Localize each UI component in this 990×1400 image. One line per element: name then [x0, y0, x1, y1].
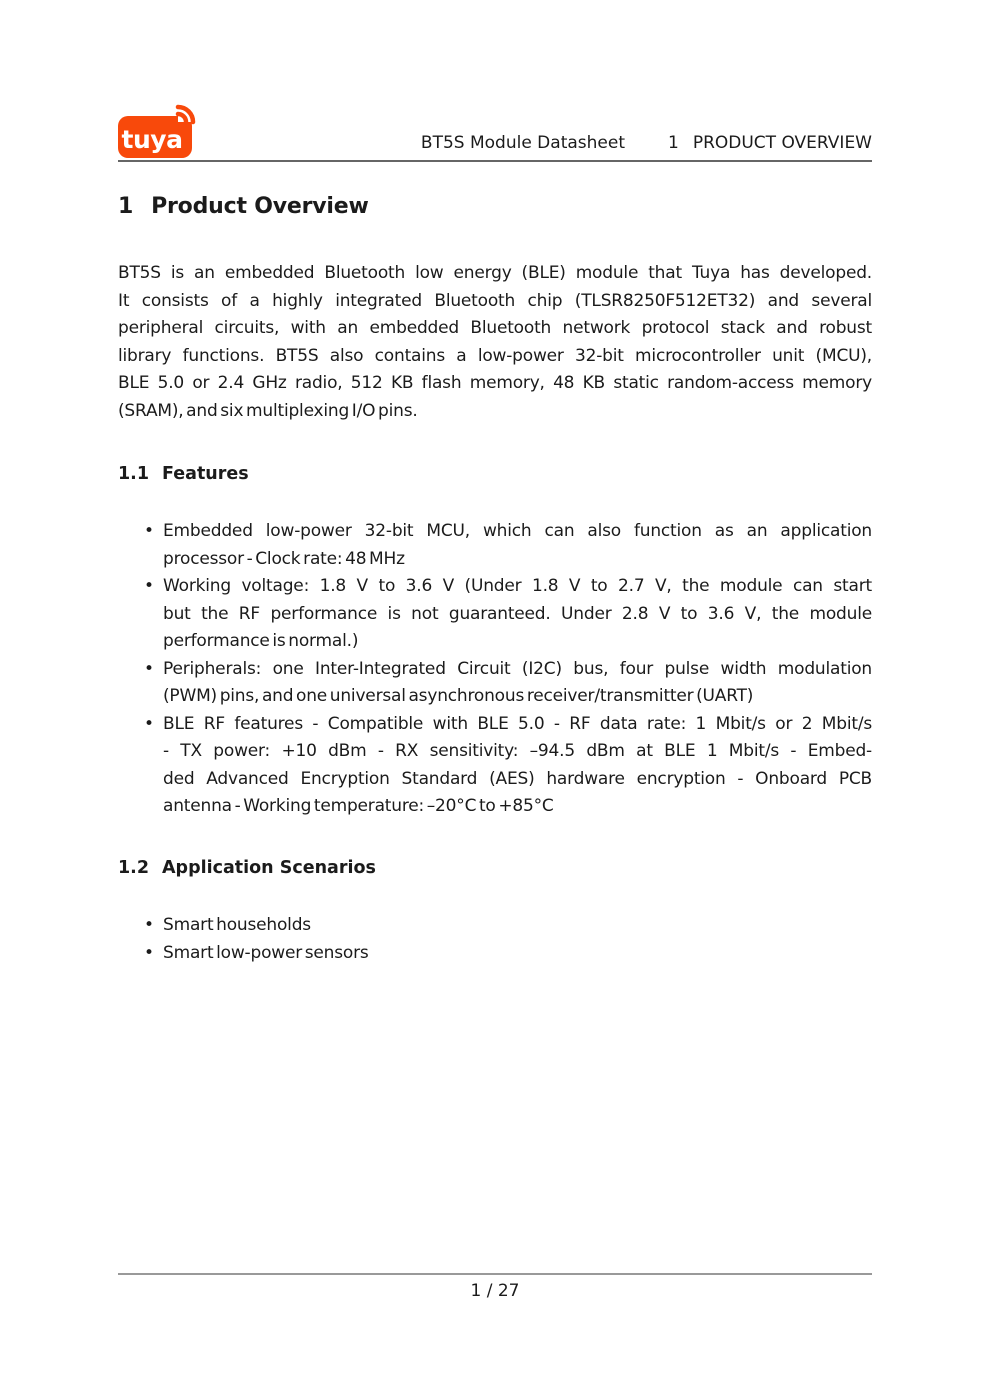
chapter-title: PRODUCT OVERVIEW: [692, 133, 872, 153]
bullet-icon: •: [144, 942, 154, 963]
bullet-icon: •: [144, 658, 154, 679]
text-line: ded Advanced Encryption Standard (AES) hardware encryption - Onboard PCB: [163, 768, 872, 789]
text-line: Working voltage: 1.8 V to 3.6 V (Under 1.8 V to 2.7 V, the module can start: [163, 576, 872, 596]
header-rule: [118, 160, 872, 162]
list-item: [118, 912, 872, 940]
page-title: [118, 194, 872, 219]
footer-rule: [118, 1273, 872, 1275]
text-line: Smart low-power sensors: [163, 942, 369, 963]
applications-list: [118, 912, 872, 967]
list-item: [118, 940, 872, 968]
logo-wordmark: tuya: [121, 125, 183, 154]
page-title-text: Product Overview: [151, 194, 369, 219]
bullet-icon: •: [144, 713, 154, 734]
section-heading-applications: [118, 858, 872, 878]
bullet-icon: •: [144, 576, 154, 596]
list-item-text: [163, 518, 872, 573]
text-line: processor - Clock rate: 48 MHz: [163, 548, 405, 569]
list-item: [118, 656, 872, 711]
doc-title: BT5S Module Datasheet: [420, 133, 625, 153]
text-line: - TX power: +10 dBm - RX sensitivity: –94.5 dBm at BLE 1 Mbit/s - Embed-: [163, 741, 872, 761]
text-line: library functions. BT5S also contains a low-power 32-bit microcontroller unit (MCU),: [118, 345, 872, 366]
text-line: It consists of a highly integrated Bluetooth chip (TLSR8250F512ET32) and several: [118, 290, 872, 311]
text-line: peripheral circuits, with an embedded Bluetooth network protocol stack and robust: [118, 318, 872, 338]
chapter-ref: [668, 133, 872, 153]
list-item-text: [163, 656, 872, 711]
running-header: [118, 133, 872, 153]
text-line: Smart households: [163, 915, 311, 935]
text-line: (SRAM), and six multiplexing I/O pins.: [118, 400, 418, 421]
list-item: [118, 573, 872, 656]
section-title: Application Scenarios: [162, 858, 376, 878]
text-line: Embedded low-power 32-bit MCU, which can also function as an application: [163, 521, 872, 541]
text-line: performance is normal.): [163, 631, 359, 651]
list-item-text: [163, 711, 872, 821]
list-item-text: [163, 573, 872, 656]
features-list: [118, 518, 872, 821]
list-item-text: [163, 912, 872, 940]
text-line: BLE RF features - Compatible with BLE 5.0 - RF data rate: 1 Mbit/s or 2 Mbit/s: [163, 713, 872, 734]
text-line: antenna - Working temperature: –20°C to +85°C: [163, 796, 554, 816]
list-item: [118, 518, 872, 573]
text-line: but the RF performance is not guaranteed. Under 2.8 V to 3.6 V, the module: [163, 603, 872, 624]
text-line: (PWM) pins, and one universal asynchronous receiver/transmitter (UART): [163, 686, 754, 706]
chapter-number: 1: [668, 133, 679, 153]
text-line: BLE 5.0 or 2.4 GHz radio, 512 KB flash memory, 48 KB static random-access memory: [118, 373, 872, 393]
section-title: Features: [162, 464, 249, 484]
page-number: 1 / 27: [470, 1281, 520, 1301]
section-number: 1.1: [118, 464, 150, 484]
text-line: Peripherals: one Inter-Integrated Circuit (I2C) bus, four pulse width modulation: [163, 658, 872, 679]
bullet-icon: •: [144, 915, 154, 935]
text-line: BT5S is an embedded Bluetooth low energy (BLE) module that Tuya has developed.: [118, 263, 872, 283]
page-title-number: 1: [118, 194, 134, 219]
section-number: 1.2: [118, 858, 150, 878]
list-item-text: [163, 940, 872, 968]
list-item: [118, 711, 872, 821]
intro-paragraph: [118, 260, 872, 425]
bullet-icon: •: [144, 521, 154, 541]
section-heading-features: [118, 464, 872, 484]
